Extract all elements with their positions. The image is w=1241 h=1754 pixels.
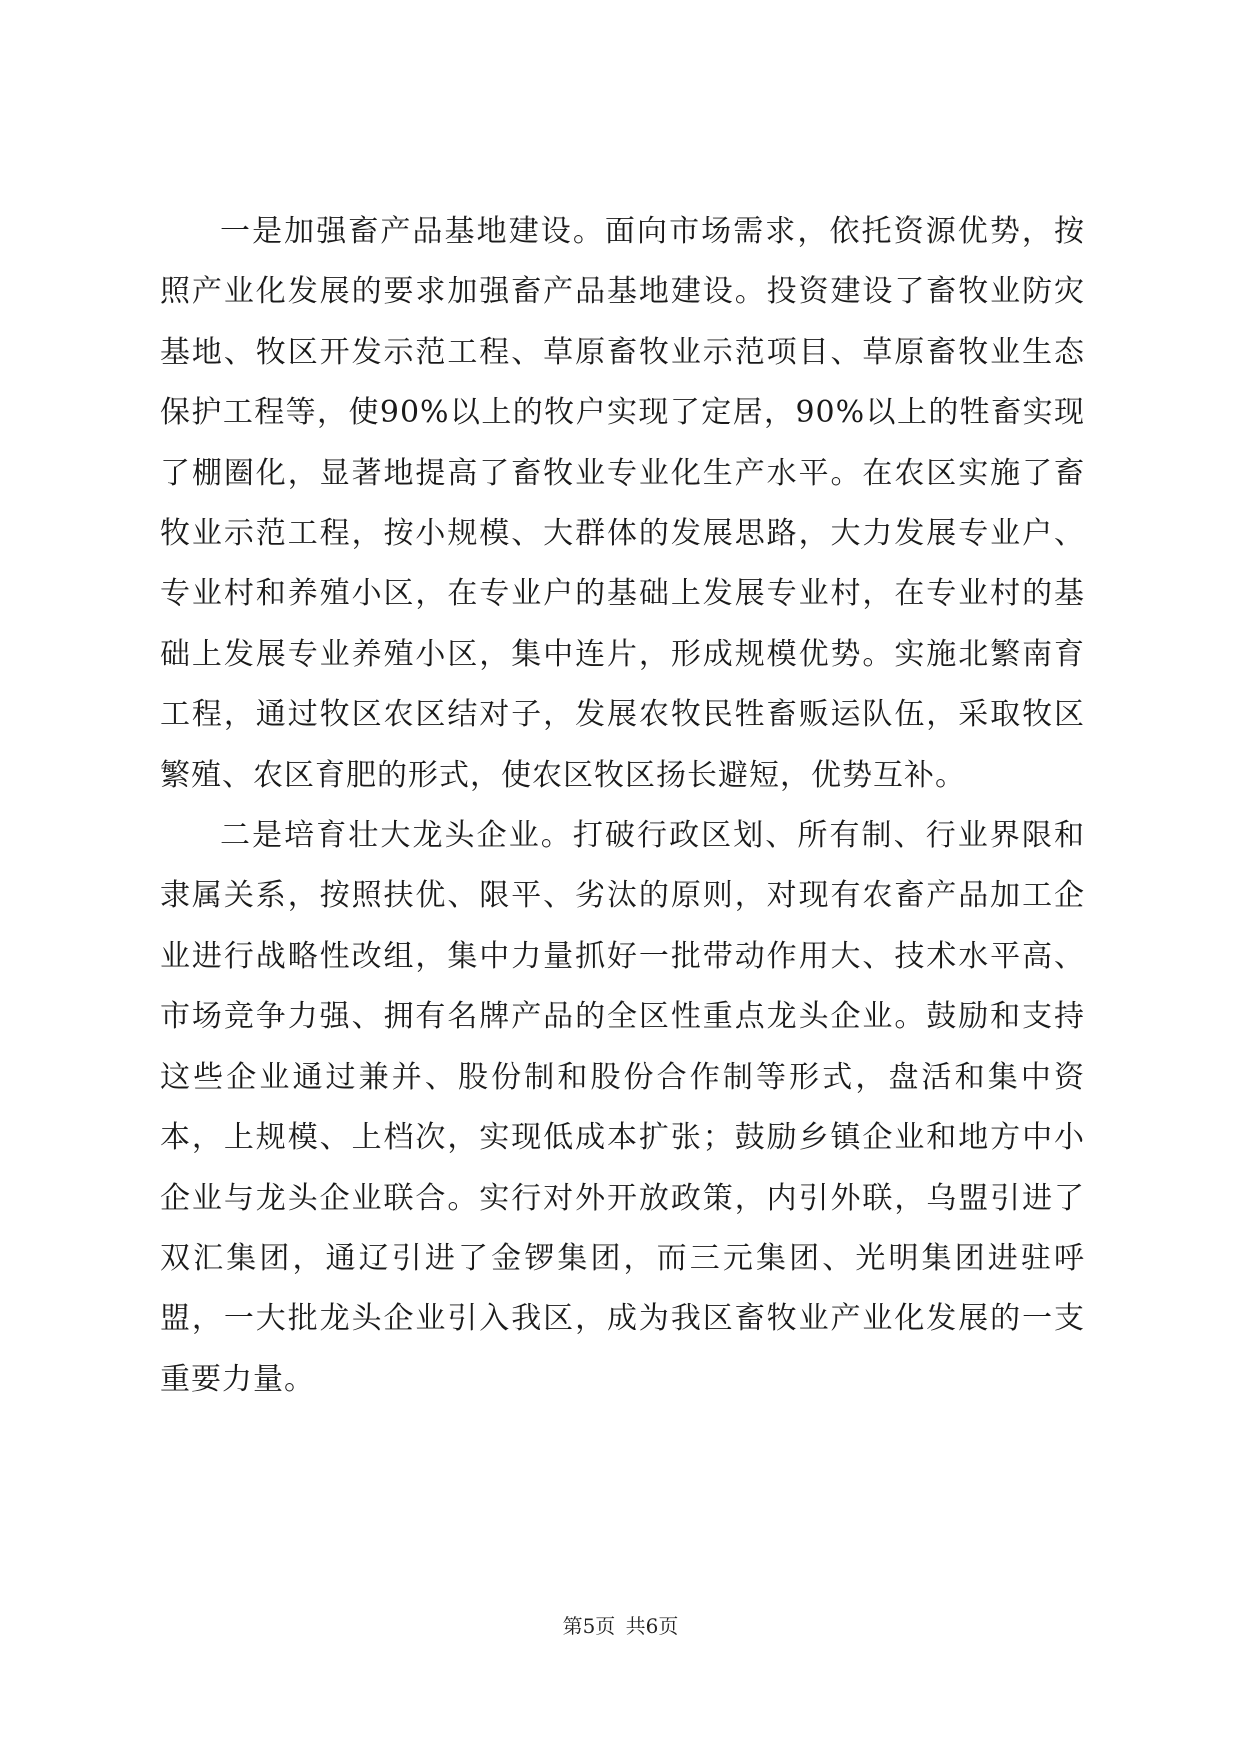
page-footer <box>0 1610 1241 1639</box>
page-total: 共6页 <box>625 1614 679 1638</box>
paragraph-breeding-base: 一是加强畜产品基地建设。面向市场需求，依托资源优势，按照产业化发展的要求加强畜产品基地建设。投资建设了畜牧业防灾基地、牧区开发示范工程、草原畜牧业示范项目、草原畜牧业生态保护工程等，使90%以上的牧户实现了定居，90%以上的牲畜实现了棚圈化，显著地提高了畜牧业专业化生产水平。在农区实施了畜牧业示范工程，按小规模、大群体的发展思路，大力发展专业户、专业村和养殖小区，在专业户的基础上发展专业村，在专业村的基础上发展专业养殖小区，集中连片，形成规模优势。实施北繁南育工程，通过牧区农区结对子，发展农牧民牲畜贩运队伍，采取牧区繁殖、农区育肥的形式，使农区牧区扬长避短，优势互补。 <box>160 214 1085 793</box>
document-body <box>160 202 1085 1410</box>
paragraph-leading-enterprises: 二是培育壮大龙头企业。打破行政区划、所有制、行业界限和隶属关系，按照扶优、限平、劣汰的原则，对现有农畜产品加工企业进行战略性改组，集中力量抓好一批带动作用大、技术水平高、市场竞争力强、拥有名牌产品的全区性重点龙头企业。鼓励和支持这些企业通过兼并、股份制和股份合作制等形式，盘活和集中资本，上规模、上档次，实现低成本扩张；鼓励乡镇企业和地方中小企业与龙头企业联合。实行对外开放政策，内引外联，乌盟引进了双汇集团，通辽引进了金锣集团，而三元集团、光明集团进驻呼盟，一大批龙头企业引入我区，成为我区畜牧业产业化发展的一支重要力量。 <box>160 818 1085 1397</box>
page-number: 第5页 <box>562 1614 616 1638</box>
